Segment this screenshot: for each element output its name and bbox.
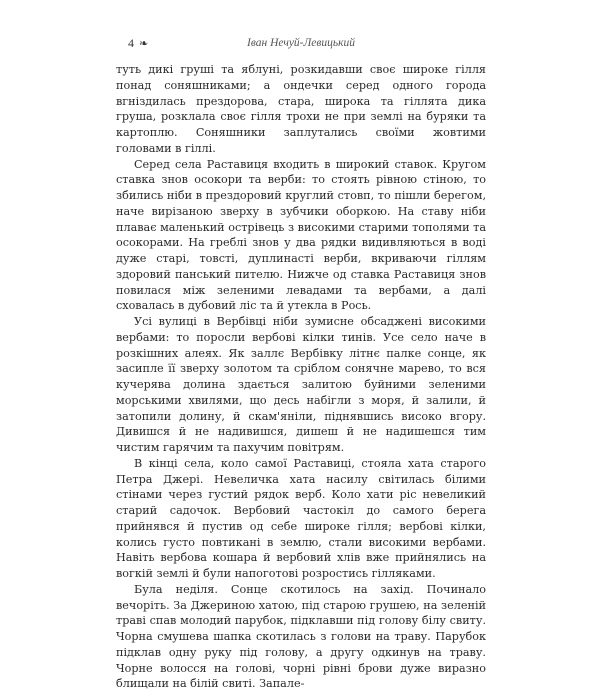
paragraph-1: туть дикі груші та яблуні, розкидавши своє широке гілля понад соняшниками; а ондечки серед одного города вгніздилась прездорова, стара, широка та гіллята дика груша, розклала своє гілля трохи не при землі на буряки та картоплю. Соняшники заплутались своїми жовтими головами в гіллі.	[116, 63, 486, 155]
body-text	[116, 62, 486, 692]
paragraph-5: Була неділя. Сонце скотилось на захід. Починало вечоріть. За Джериною хатою, під старою грушею, на зеленій траві спав молодий парубок, підклавши під голову білу свиту. Чорна смушева шапка скотилась з голови на траву. Парубок підклав одну руку під голову, а другу одкинув на траву. Чорне волосся на голові, чорні рівні брови дуже виразно блищали на білій свиті. Запале-	[116, 582, 486, 691]
leaf-ornament-icon: ❧	[139, 37, 148, 50]
paragraph-2: Серед села Раставиця входить в широкий ставок. Кругом ставка знов осокори та верби: то стоять рівною стіною, то збились ніби в прездоровий круглий стовп, то пішли берегом, наче вирізаною зверху в зубчики оборкою. На ставу ніби плаває маленький острівець з високими старими тополями та осокорами. На греблі знов у два рядки видивляються в воді дуже старі, товсті, дуплинасті верби, вкриваючи гіллям здоровий панський пителю. Нижче од ставка Раставиця знов повилася між зеленими левадами та вербами, а далі сховалась в дубовий ліс та й утекла в Рось.	[116, 157, 486, 313]
author-running-title: Іван Нечуй-Левицький	[247, 37, 355, 49]
paragraph-3: Усі вулиці в Вербівці ніби зумисне обсаджені високими вербами: то поросли вербові кілки тинів. Усе село наче в розкішних алеях. Як заллє Вербівку літнє палке сонце, як засипле її зверху золотом та сріблом сонячне марево, то вся кучерява долина здається залитою буйними зеленими морськими хвилями, що десь набігли з моря, й залили, й затопили долину, й скам'яніли, піднявшись високо вгору. Дивишся й не надивишся, дишеш й не надишешся тим чистим гарячим та пахучим повітрям.	[116, 315, 486, 454]
running-head	[116, 36, 486, 52]
page-number: 4	[128, 36, 134, 50]
paragraph-4: В кінці села, коло самої Раставиці, стояла хата старого Петра Джері. Невеличка хата насилу світилась білими стінами через густий рядок верб. Коло хати ріс невеликий старий садочок. Вербовий частокіл до самого берега прийнявся й пустив од себе широке гілля; вербові кілки, колись густо повтикані в землю, стали високими вербами. Навіть вербова кошара й вербовий хлів вже прийнялись на вогкій землі й були напоготові розростись гілляками.	[116, 456, 486, 580]
